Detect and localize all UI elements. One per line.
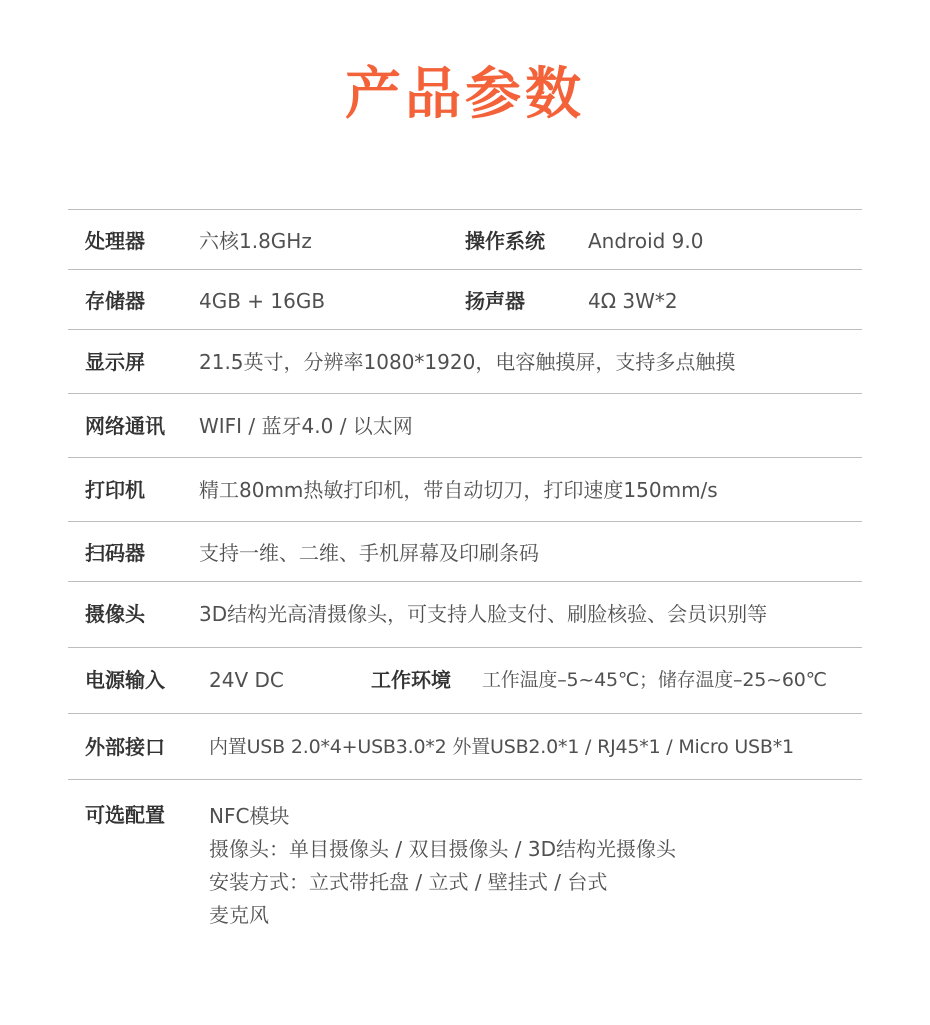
storage-value: 4GB + 16GB bbox=[199, 289, 326, 313]
spec-row-camera bbox=[68, 582, 862, 648]
display-label: 显示屏 bbox=[85, 350, 145, 374]
scanner-label: 扫码器 bbox=[85, 541, 145, 565]
printer-label: 打印机 bbox=[85, 478, 145, 502]
options-label: 可选配置 bbox=[85, 803, 165, 827]
os-value: Android 9.0 bbox=[588, 229, 704, 253]
storage-label: 存储器 bbox=[85, 289, 145, 313]
options-item-mounting: 安装方式：立式带托盘 / 立式 / 壁挂式 / 台式 bbox=[209, 870, 608, 894]
camera-label: 摄像头 bbox=[85, 602, 145, 626]
display-value: 21.5英寸，分辨率1080*1920，电容触摸屏，支持多点触摸 bbox=[199, 350, 736, 374]
processor-label: 处理器 bbox=[85, 229, 145, 253]
ports-label: 外部接口 bbox=[85, 735, 165, 759]
power-label: 电源输入 bbox=[85, 668, 165, 692]
spec-row-processor-os bbox=[68, 210, 862, 270]
spec-row-ports bbox=[68, 714, 862, 780]
scanner-value: 支持一维、二维、手机屏幕及印刷条码 bbox=[199, 541, 539, 565]
environment-label: 工作环境 bbox=[371, 668, 451, 692]
network-label: 网络通讯 bbox=[85, 414, 165, 438]
environment-value: 工作温度–5~45℃；储存温度–25~60℃ bbox=[482, 669, 827, 691]
power-value: 24V DC bbox=[209, 668, 284, 692]
spec-row-network bbox=[68, 394, 862, 458]
options-item-camera: 摄像头：单目摄像头 / 双目摄像头 / 3D结构光摄像头 bbox=[209, 837, 677, 861]
spec-row-power-environment bbox=[68, 648, 862, 714]
options-item-microphone: 麦克风 bbox=[209, 903, 269, 927]
spec-row-display bbox=[68, 330, 862, 394]
spec-row-printer bbox=[68, 458, 862, 522]
spec-table bbox=[68, 209, 862, 940]
processor-value: 六核1.8GHz bbox=[199, 229, 312, 253]
os-label: 操作系统 bbox=[465, 229, 545, 253]
camera-value: 3D结构光高清摄像头，可支持人脸支付、刷脸核验、会员识别等 bbox=[199, 602, 768, 626]
speaker-value: 4Ω 3W*2 bbox=[588, 289, 678, 313]
printer-value: 精工80mm热敏打印机，带自动切刀，打印速度150mm/s bbox=[199, 478, 718, 502]
spec-row-storage-speaker bbox=[68, 270, 862, 330]
network-value: WIFI / 蓝牙4.0 / 以太网 bbox=[199, 414, 413, 438]
options-list bbox=[209, 800, 676, 932]
spec-row-scanner bbox=[68, 522, 862, 582]
spec-row-options bbox=[68, 780, 862, 940]
options-item-nfc: NFC模块 bbox=[209, 804, 290, 828]
ports-value: 内置USB 2.0*4+USB3.0*2 外置USB2.0*1 / RJ45*1 / Micro USB*1 bbox=[209, 736, 794, 758]
page-title: 产品参数 bbox=[345, 62, 585, 127]
speaker-label: 扬声器 bbox=[465, 289, 525, 313]
